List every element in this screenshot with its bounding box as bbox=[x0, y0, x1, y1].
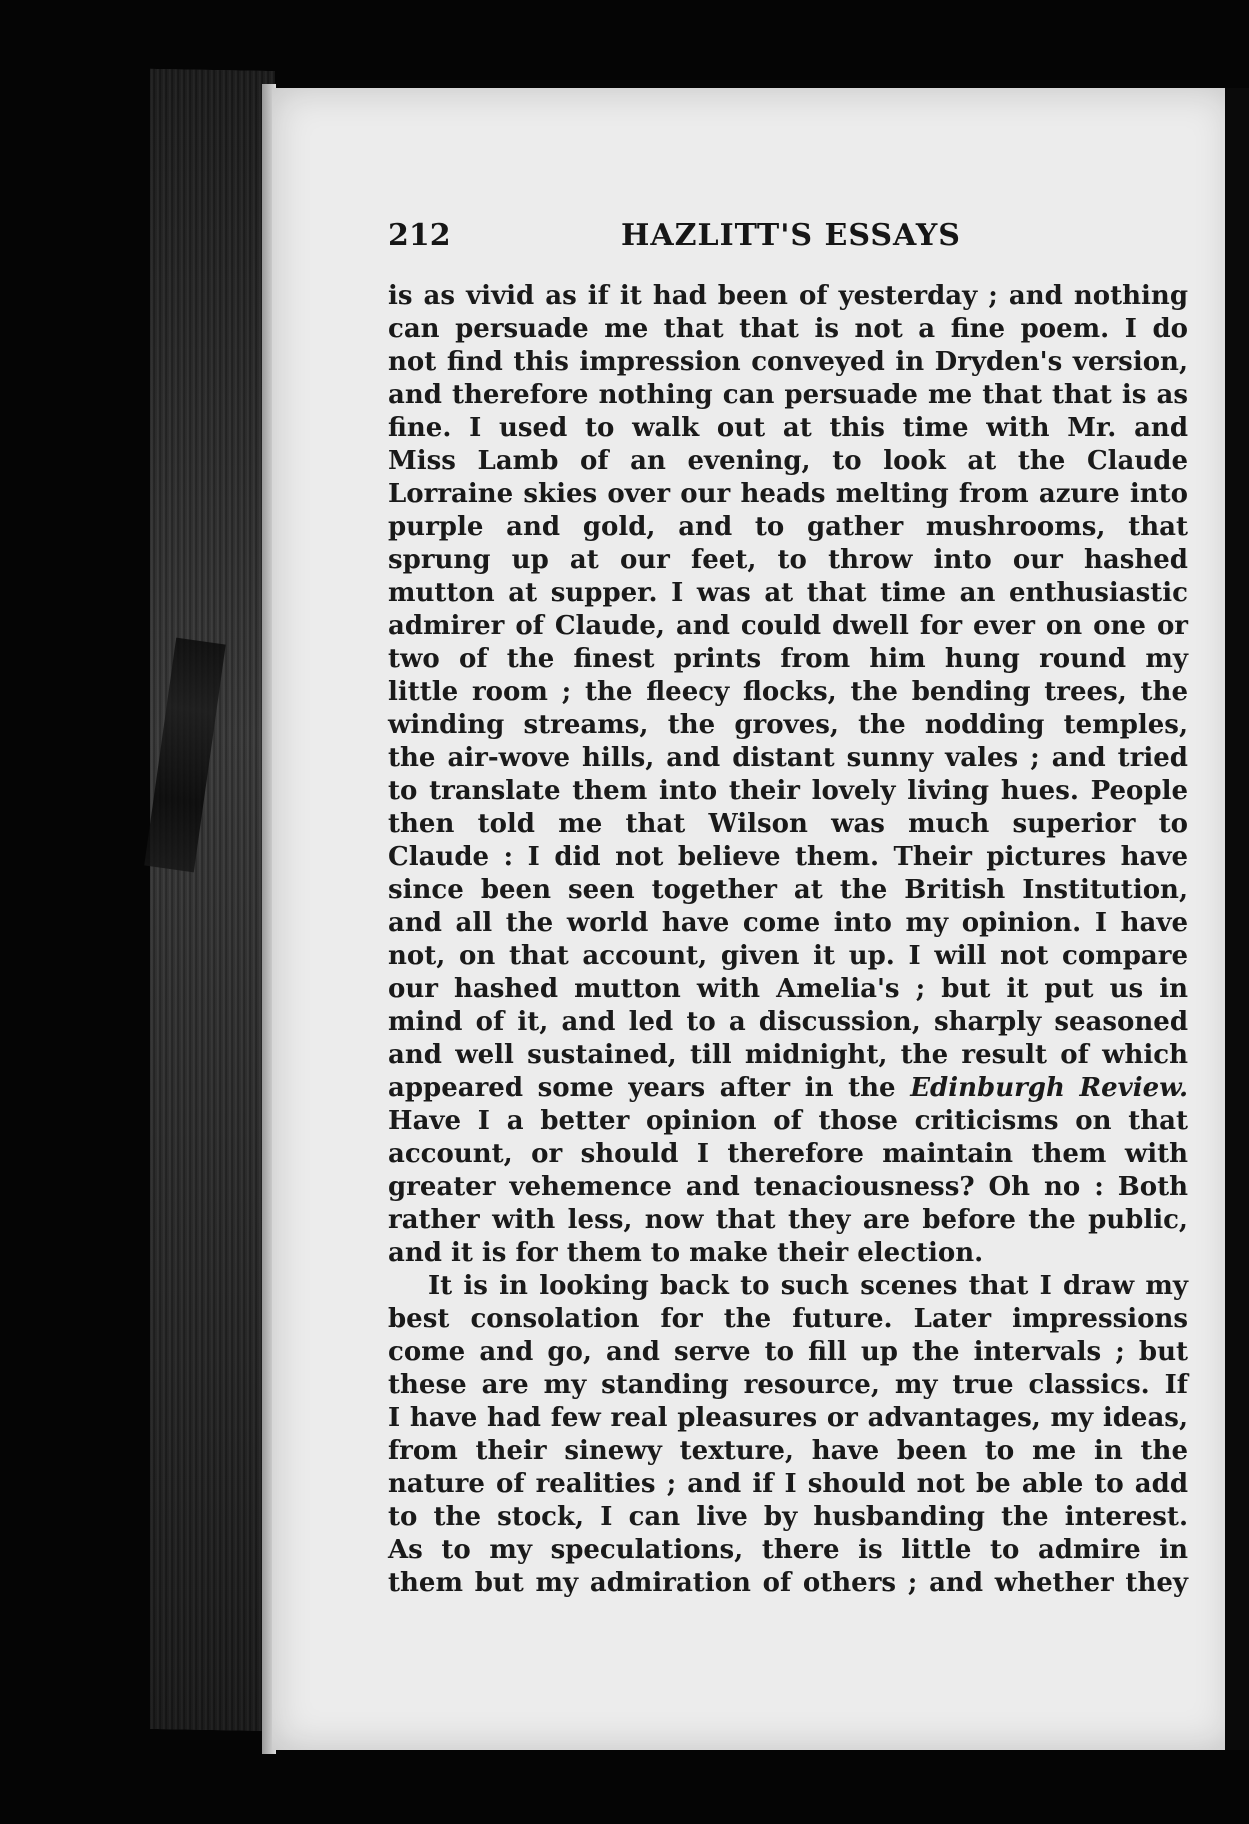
text-line: little room ; the fleecy flocks, the bending trees, the bbox=[388, 677, 1188, 707]
italic-journal-title: Edinburgh Review. bbox=[910, 1073, 1189, 1103]
text-line: our hashed mutton with Amelia's ; but it put us in bbox=[388, 974, 1188, 1004]
text-line-with-title bbox=[388, 1072, 1188, 1105]
text-line: the air-wove hills, and distant sunny vales ; and tried bbox=[388, 743, 1188, 773]
text-line: can persuade me that that is not a fine poem. I do bbox=[388, 314, 1188, 344]
page-number: 212 bbox=[388, 218, 451, 253]
text-line: and well sustained, till midnight, the result of which bbox=[388, 1040, 1188, 1070]
text-line: fine. I used to walk out at this time with Mr. and bbox=[388, 413, 1188, 443]
text-line: not, on that account, given it up. I will not compare bbox=[388, 941, 1188, 971]
text-line: since been seen together at the British Institution, bbox=[388, 875, 1188, 905]
text-line: and therefore nothing can persuade me that that is as bbox=[388, 380, 1188, 410]
text-line: winding streams, the groves, the nodding temples, bbox=[388, 710, 1188, 740]
text-line: nature of realities ; and if I should not be able to add bbox=[388, 1469, 1188, 1499]
paragraph-start-line: It is in looking back to such scenes that I draw my bbox=[428, 1271, 1188, 1301]
text-line: account, or should I therefore maintain them with bbox=[388, 1139, 1188, 1169]
text-line: purple and gold, and to gather mushrooms, that bbox=[388, 512, 1188, 542]
text-line: Have I a better opinion of those criticisms on that bbox=[388, 1106, 1188, 1136]
text-line: from their sinewy texture, have been to me in the bbox=[388, 1436, 1188, 1466]
text-line: I have had few real pleasures or advantages, my ideas, bbox=[388, 1403, 1188, 1433]
text-line: them but my admiration of others ; and whether they bbox=[388, 1568, 1188, 1598]
text-line: these are my standing resource, my true classics. If bbox=[388, 1370, 1188, 1400]
text-line: and all the world have come into my opinion. I have bbox=[388, 908, 1188, 938]
page-header bbox=[388, 218, 1208, 268]
running-head: HAZLITT'S ESSAYS bbox=[621, 218, 961, 253]
text-line: to the stock, I can live by husbanding the interest. bbox=[388, 1502, 1188, 1532]
text-line: sprung up at our feet, to throw into our hashed bbox=[388, 545, 1188, 575]
text-line: is as vivid as if it had been of yesterday ; and nothing bbox=[388, 281, 1188, 311]
text-line: mutton at supper. I was at that time an enthusiastic bbox=[388, 578, 1188, 608]
text-line: As to my speculations, there is little to admire in bbox=[388, 1535, 1188, 1565]
text-line: admirer of Claude, and could dwell for ever on one or bbox=[388, 611, 1188, 641]
text-line: mind of it, and led to a discussion, sharply seasoned bbox=[388, 1007, 1188, 1037]
book-spine bbox=[150, 69, 275, 1731]
text-line: greater vehemence and tenaciousness? Oh no : Both bbox=[388, 1172, 1188, 1202]
body-text bbox=[388, 280, 1188, 1600]
text-line: Lorraine skies over our heads melting from azure into bbox=[388, 479, 1188, 509]
page-right-edge bbox=[1225, 88, 1249, 1750]
text-line: Miss Lamb of an evening, to look at the Claude bbox=[388, 446, 1188, 476]
paragraph-end-line: and it is for them to make their election. bbox=[388, 1238, 984, 1268]
text-line: not find this impression conveyed in Dryden's version, bbox=[388, 347, 1188, 377]
text-line: to translate them into their lovely living hues. People bbox=[388, 776, 1188, 806]
text-line-lead: appeared some years after in the bbox=[388, 1073, 896, 1103]
text-line: rather with less, now that they are before the public, bbox=[388, 1205, 1188, 1235]
text-line: then told me that Wilson was much superior to bbox=[388, 809, 1188, 839]
text-line: two of the finest prints from him hung round my bbox=[388, 644, 1188, 674]
text-line: Claude : I did not believe them. Their pictures have bbox=[388, 842, 1188, 872]
text-line: come and go, and serve to fill up the intervals ; but bbox=[388, 1337, 1188, 1367]
text-line: best consolation for the future. Later impressions bbox=[388, 1304, 1188, 1334]
